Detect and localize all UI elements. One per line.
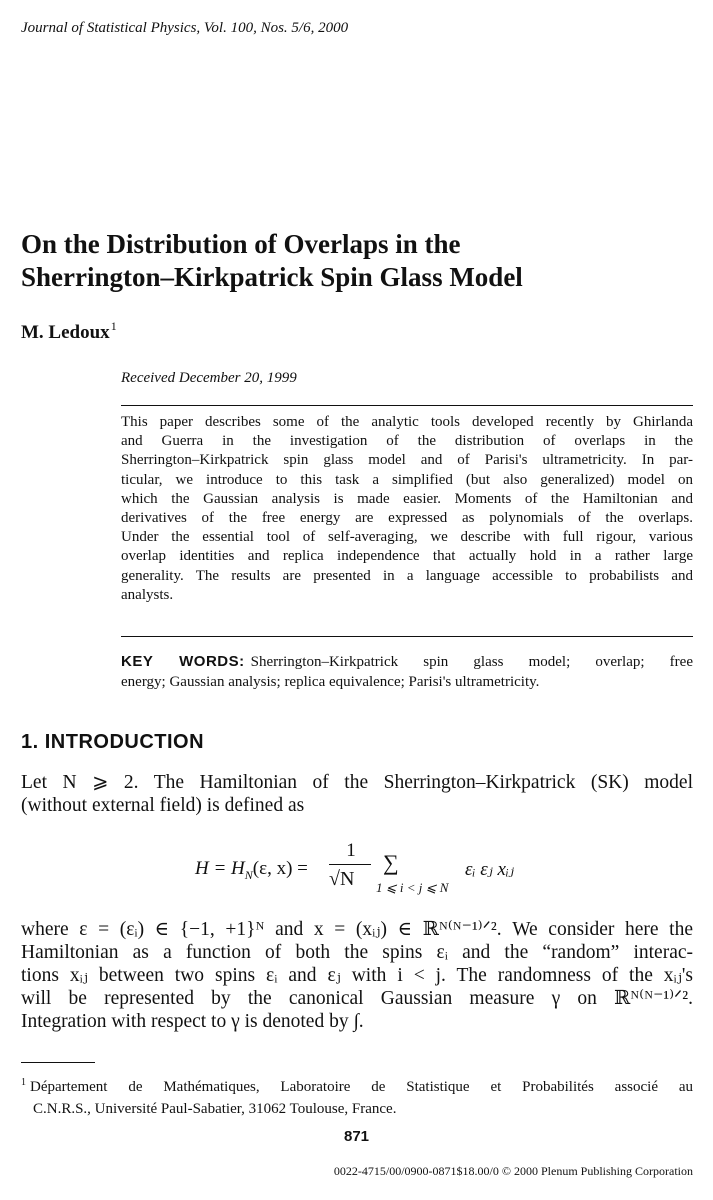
equation-sum-symbol: ∑ <box>383 850 399 875</box>
body-line: Integration with respect to γ is denoted by ∫. <box>21 1011 364 1032</box>
abstract-line: This paper describes some of the analytic tools developed recently by Ghirlanda <box>121 414 693 430</box>
body-line: tions xᵢⱼ between two spins εᵢ and εⱼ with i < j. The randomness of the xᵢⱼ's <box>21 965 693 986</box>
paper-title <box>21 228 681 294</box>
equation-lhs-sub: N <box>244 867 253 882</box>
received-date: Received December 20, 1999 <box>121 370 297 386</box>
footnote-text: Département de Mathématiques, Laboratoire de Statistique et Probabilités associé au <box>30 1079 693 1095</box>
abstract-line: overlap identities and replica independence that actually hold in a rather large <box>121 548 693 565</box>
abstract-line: and Guerra in the investigation of the distribution of overlaps in the <box>121 433 693 450</box>
equation-sum-range: 1 ⩽ i < j ⩽ N <box>376 880 449 895</box>
keywords-text: Sherrington–Kirkpatrick spin glass model; overlap; free <box>250 654 693 670</box>
journal-header: Journal of Statistical Physics, Vol. 100, Nos. 5/6, 2000 <box>21 20 349 36</box>
abstract-top-rule <box>121 405 693 406</box>
section-heading: 1. INTRODUCTION <box>21 731 205 753</box>
author-name: M. Ledoux <box>21 322 110 343</box>
keywords <box>121 652 693 692</box>
intro-paragraph <box>21 771 693 817</box>
copyright-line: 0022-4715/00/0900-0871$18.00/0 © 2000 Plenum Publishing Corporation <box>333 1164 693 1178</box>
abstract-line: derivatives of the free energy are expressed as polynomials of the overlaps. <box>121 510 693 527</box>
abstract <box>121 413 693 605</box>
author-footnote-mark: 1 <box>110 319 117 333</box>
body-line: Let N ⩾ 2. The Hamiltonian of the Sherrington–Kirkpatrick (SK) model <box>21 772 693 793</box>
body-paragraph <box>21 918 693 1033</box>
footnote-mark: 1 <box>21 1077 26 1088</box>
author <box>21 319 117 344</box>
body-line: will be represented by the canonical Gaussian measure γ on ℝᴺ⁽ᴺ⁻¹⁾ᐟ². <box>21 988 693 1009</box>
title-line: On the Distribution of Overlaps in the <box>21 229 461 259</box>
equation-numerator: 1 <box>346 840 356 861</box>
keywords-line <box>121 652 693 672</box>
footnote-line <box>21 1072 693 1098</box>
body-line: where ε = (εᵢ) ∈ {−1, +1}ᴺ and x = (xᵢⱼ) ∈ ℝᴺ⁽ᴺ⁻¹⁾ᐟ². We consider here the <box>21 919 693 940</box>
abstract-line: ticular, we introduce to this task a simplified (but also generalized) model on <box>121 471 693 488</box>
page-number: 871 <box>343 1128 370 1145</box>
equation-sqrt: √N <box>329 868 355 890</box>
equation-lhs <box>195 858 308 883</box>
body-line: Hamiltonian as a function of both the spins εᵢ and the “random” interac- <box>21 942 693 963</box>
abstract-line: Sherrington–Kirkpatrick spin glass model and of Parisi's ultrametricity. In par- <box>121 452 693 469</box>
equation-lhs-args: (ε, x) = <box>252 858 308 879</box>
title-line: Sherrington–Kirkpatrick Spin Glass Model <box>21 262 523 292</box>
body-line: (without external field) is defined as <box>21 795 305 816</box>
keywords-line: energy; Gaussian analysis; replica equivalence; Parisi's ultrametricity. <box>121 674 540 690</box>
equation-fraction-bar <box>329 864 371 865</box>
abstract-line: generality. The results are presented in a language accessible to probabilists and <box>121 567 693 584</box>
abstract-line: Under the essential tool of self-averaging, we describe with full rigour, various <box>121 529 693 546</box>
equation-summand: εᵢ εⱼ xᵢⱼ <box>465 859 514 880</box>
equation-lhs-text: H = H <box>195 858 245 879</box>
footnote <box>21 1072 693 1120</box>
abstract-line: analysts. <box>121 586 174 603</box>
abstract-bottom-rule <box>121 636 693 637</box>
abstract-line: which the Gaussian analysis is made easier. Moments of the Hamiltonian and <box>121 490 693 507</box>
footnote-line: C.N.R.S., Université Paul-Sabatier, 31062 Toulouse, France. <box>33 1101 397 1117</box>
footnote-rule <box>21 1062 95 1063</box>
keywords-label: KEY WORDS: <box>121 653 245 670</box>
